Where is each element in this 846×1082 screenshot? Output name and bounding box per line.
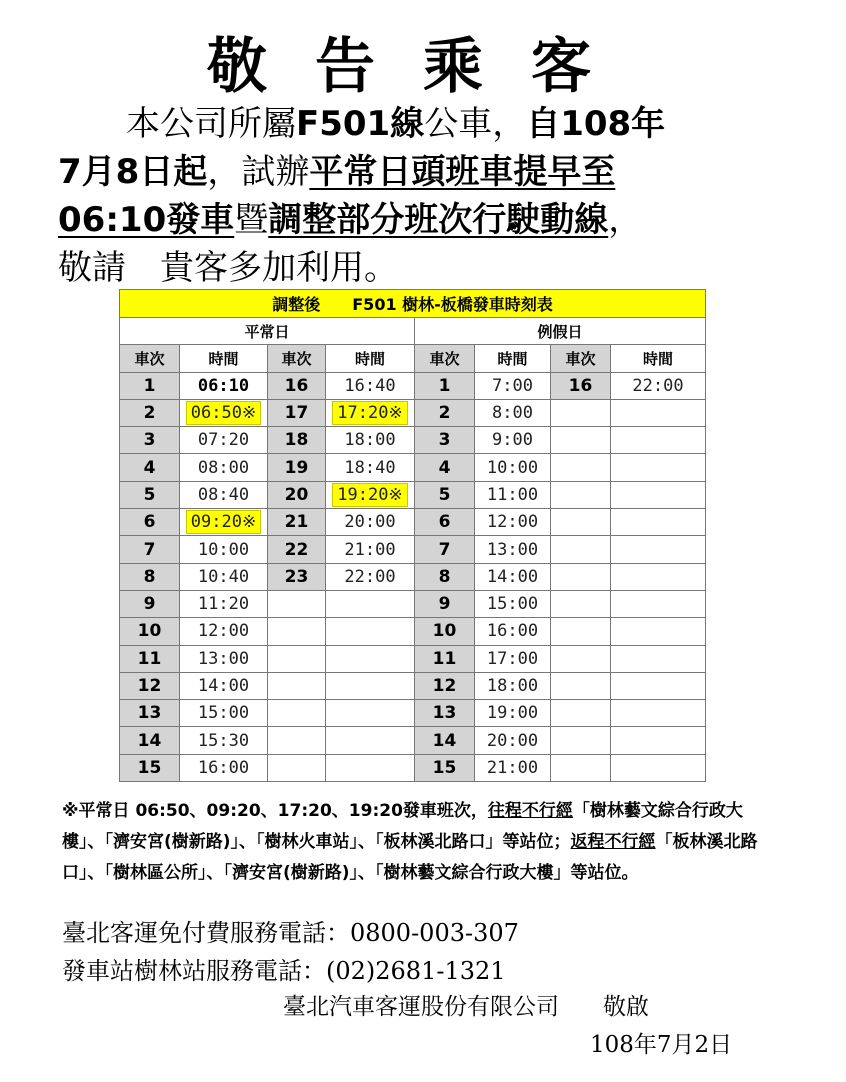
trip-number: 10 xyxy=(120,618,180,645)
weekday-label: 平常日 xyxy=(120,318,415,345)
trip-number: 4 xyxy=(120,454,180,481)
trip-number: 16 xyxy=(551,372,611,399)
trip-time: 16:00 xyxy=(180,754,268,781)
trip-number xyxy=(551,700,611,727)
trip-number xyxy=(268,645,326,672)
intro-text xyxy=(58,100,758,292)
closing: 敬啟 xyxy=(603,994,649,1020)
trip-time xyxy=(326,727,415,754)
trip-number: 15 xyxy=(415,754,475,781)
trip-time: 22:00 xyxy=(611,372,706,399)
trip-number: 13 xyxy=(120,700,180,727)
trip-time: 7:00 xyxy=(475,372,551,399)
trip-number: 15 xyxy=(120,754,180,781)
trip-number: 6 xyxy=(120,509,180,536)
trip-time: 10:40 xyxy=(180,563,268,590)
trip-time: 15:00 xyxy=(475,590,551,617)
intro-line-1 xyxy=(58,100,758,148)
trip-time: 06:10 xyxy=(180,372,268,399)
notice-date: 108年7月2日 xyxy=(590,1032,733,1058)
table-row xyxy=(120,563,706,590)
trip-number: 14 xyxy=(415,727,475,754)
company-name: 臺北汽車客運股份有限公司 xyxy=(283,994,559,1020)
table-row xyxy=(120,454,706,481)
intro-start-year: 自108年 xyxy=(526,104,666,144)
trip-number xyxy=(551,727,611,754)
trip-number xyxy=(551,536,611,563)
trip-time: 17:00 xyxy=(475,645,551,672)
trip-time: 14:00 xyxy=(180,672,268,699)
trip-number: 9 xyxy=(120,590,180,617)
trip-time xyxy=(326,618,415,645)
station-phone: 發車站樹林站服務電話：(02)2681-1321 xyxy=(62,957,506,985)
intro-first-bus: 06:10發車 xyxy=(58,200,235,240)
signature xyxy=(283,988,649,1021)
trip-number xyxy=(551,427,611,454)
note-return: 返程不行經 xyxy=(570,832,656,852)
intro-route-change: 調整部分班次行駛動線 xyxy=(268,200,609,240)
trip-time: 11:20 xyxy=(180,590,268,617)
col-time: 時間 xyxy=(475,345,551,372)
holiday-label: 例假日 xyxy=(415,318,706,345)
highlighted-time: 17:20※ xyxy=(332,401,407,425)
trip-time: 18:40 xyxy=(326,454,415,481)
intro-l1c: 公車， xyxy=(424,104,527,144)
trip-number xyxy=(551,590,611,617)
trip-time: 10:00 xyxy=(180,536,268,563)
trip-number: 14 xyxy=(120,727,180,754)
table-row xyxy=(120,590,706,617)
trip-number: 23 xyxy=(268,563,326,590)
page-title: 敬告乘客 xyxy=(207,32,639,102)
trip-time xyxy=(611,536,706,563)
trip-time: 19:00 xyxy=(475,700,551,727)
trip-number: 10 xyxy=(415,618,475,645)
intro-l2b: ，試辦 xyxy=(207,152,310,192)
trip-time: 15:00 xyxy=(180,700,268,727)
table-row xyxy=(120,427,706,454)
trip-time xyxy=(326,590,415,617)
intro-weekday-change: 平常日頭班車提早至 xyxy=(309,152,616,192)
trip-number xyxy=(268,618,326,645)
trip-number: 18 xyxy=(268,427,326,454)
trip-time xyxy=(180,399,268,426)
trip-time: 21:00 xyxy=(475,754,551,781)
trip-time: 14:00 xyxy=(475,563,551,590)
trip-time: 13:00 xyxy=(180,645,268,672)
schedule-header: 調整後 F501 樹林-板橋發車時刻表 xyxy=(120,290,706,318)
trip-time: 18:00 xyxy=(326,427,415,454)
table-row xyxy=(120,700,706,727)
trip-number: 22 xyxy=(268,536,326,563)
intro-l1a: 本公司所屬 xyxy=(126,104,296,144)
trip-number: 12 xyxy=(415,672,475,699)
trip-time xyxy=(326,672,415,699)
trip-time: 16:40 xyxy=(326,372,415,399)
trip-time xyxy=(611,563,706,590)
note-a: ※平常日 06:50、09:20、17:20、19:20發車班次 xyxy=(62,801,471,821)
trip-time: 16:00 xyxy=(475,618,551,645)
intro-start-date: 7月8日起 xyxy=(58,152,208,192)
trip-time xyxy=(611,454,706,481)
trip-time xyxy=(611,399,706,426)
hotline: 臺北客運免付費服務電話：0800-003-307 xyxy=(62,919,519,947)
trip-time: 20:00 xyxy=(475,727,551,754)
table-row xyxy=(120,372,706,399)
trip-time: 22:00 xyxy=(326,563,415,590)
trip-number xyxy=(551,563,611,590)
trip-time xyxy=(180,509,268,536)
trip-time xyxy=(611,590,706,617)
schedule-table xyxy=(119,289,706,782)
trip-time xyxy=(611,672,706,699)
trip-number: 2 xyxy=(120,399,180,426)
trip-number xyxy=(551,645,611,672)
trip-number xyxy=(268,727,326,754)
intro-line-3 xyxy=(58,196,758,244)
trip-time: 12:00 xyxy=(180,618,268,645)
trip-number xyxy=(268,590,326,617)
trip-time xyxy=(326,700,415,727)
highlighted-time: 09:20※ xyxy=(186,510,261,534)
trip-time: 12:00 xyxy=(475,509,551,536)
trip-number: 5 xyxy=(415,481,475,508)
trip-number xyxy=(551,618,611,645)
trip-time: 20:00 xyxy=(326,509,415,536)
trip-time xyxy=(611,645,706,672)
trip-time: 10:00 xyxy=(475,454,551,481)
trip-number: 9 xyxy=(415,590,475,617)
trip-number: 3 xyxy=(120,427,180,454)
table-row xyxy=(120,672,706,699)
trip-time: 9:00 xyxy=(475,427,551,454)
trip-number: 11 xyxy=(415,645,475,672)
trip-number xyxy=(551,454,611,481)
trip-number xyxy=(551,399,611,426)
table-row xyxy=(120,481,706,508)
trip-number: 17 xyxy=(268,399,326,426)
col-time: 時間 xyxy=(326,345,415,372)
trip-time: 08:40 xyxy=(180,481,268,508)
trip-number: 4 xyxy=(415,454,475,481)
trip-number: 21 xyxy=(268,509,326,536)
col-time: 時間 xyxy=(180,345,268,372)
trip-number xyxy=(268,700,326,727)
table-row xyxy=(120,509,706,536)
trip-number: 5 xyxy=(120,481,180,508)
trip-number: 8 xyxy=(415,563,475,590)
highlighted-time: 06:50※ xyxy=(186,401,261,425)
trip-number: 7 xyxy=(120,536,180,563)
route-note xyxy=(62,796,762,889)
note-b: ， xyxy=(470,801,488,821)
trip-time: 11:00 xyxy=(475,481,551,508)
trip-time: 08:00 xyxy=(180,454,268,481)
note-outbound: 往程不行經 xyxy=(487,801,573,821)
trip-number xyxy=(551,481,611,508)
trip-number xyxy=(268,754,326,781)
trip-time: 07:20 xyxy=(180,427,268,454)
intro-l1b: 線 xyxy=(390,104,425,144)
table-row xyxy=(120,399,706,426)
trip-time: 18:00 xyxy=(475,672,551,699)
trip-time xyxy=(326,645,415,672)
col-time: 時間 xyxy=(611,345,706,372)
intro-route: F501 xyxy=(296,104,391,144)
highlighted-time: 19:20※ xyxy=(332,483,407,507)
col-no: 車次 xyxy=(551,345,611,372)
intro-line-2 xyxy=(58,148,758,196)
trip-number: 8 xyxy=(120,563,180,590)
table-row xyxy=(120,727,706,754)
trip-time xyxy=(326,399,415,426)
trip-number xyxy=(551,509,611,536)
trip-time xyxy=(611,700,706,727)
trip-number: 13 xyxy=(415,700,475,727)
trip-number xyxy=(551,672,611,699)
trip-time xyxy=(611,727,706,754)
trip-number: 6 xyxy=(415,509,475,536)
col-no: 車次 xyxy=(415,345,475,372)
table-row xyxy=(120,618,706,645)
intro-line-4: 敬請 貴客多加利用。 xyxy=(58,248,398,288)
trip-time: 8:00 xyxy=(475,399,551,426)
intro-l3b: 暨 xyxy=(234,200,269,240)
trip-time xyxy=(611,754,706,781)
trip-time: 13:00 xyxy=(475,536,551,563)
trip-number: 1 xyxy=(120,372,180,399)
trip-time: 21:00 xyxy=(326,536,415,563)
trip-time xyxy=(326,754,415,781)
col-no: 車次 xyxy=(268,345,326,372)
trip-time: 15:30 xyxy=(180,727,268,754)
table-row xyxy=(120,754,706,781)
trip-time xyxy=(326,481,415,508)
trip-number: 11 xyxy=(120,645,180,672)
trip-number: 2 xyxy=(415,399,475,426)
table-row xyxy=(120,536,706,563)
trip-time xyxy=(611,427,706,454)
intro-l3d: ， xyxy=(608,200,643,240)
trip-number: 12 xyxy=(120,672,180,699)
note-return-stops: 「板林溪北路口」、「樹林區公所」、「濟安宮(樹新路)」、「樹林藝文綜合行政大樓」等站位。 xyxy=(62,832,758,883)
trip-time xyxy=(611,481,706,508)
trip-number: 20 xyxy=(268,481,326,508)
trip-number: 7 xyxy=(415,536,475,563)
trip-number: 16 xyxy=(268,372,326,399)
trip-number: 3 xyxy=(415,427,475,454)
trip-number xyxy=(268,672,326,699)
table-row xyxy=(120,645,706,672)
trip-number: 1 xyxy=(415,372,475,399)
note-outbound-stops: 「樹林藝文綜合行政大樓」、「濟安宮(樹新路)」、「樹林火車站」、「板林溪北路口」等站位； xyxy=(62,801,743,852)
trip-number xyxy=(551,754,611,781)
trip-time xyxy=(611,509,706,536)
trip-number: 19 xyxy=(268,454,326,481)
trip-time xyxy=(611,618,706,645)
col-no: 車次 xyxy=(120,345,180,372)
